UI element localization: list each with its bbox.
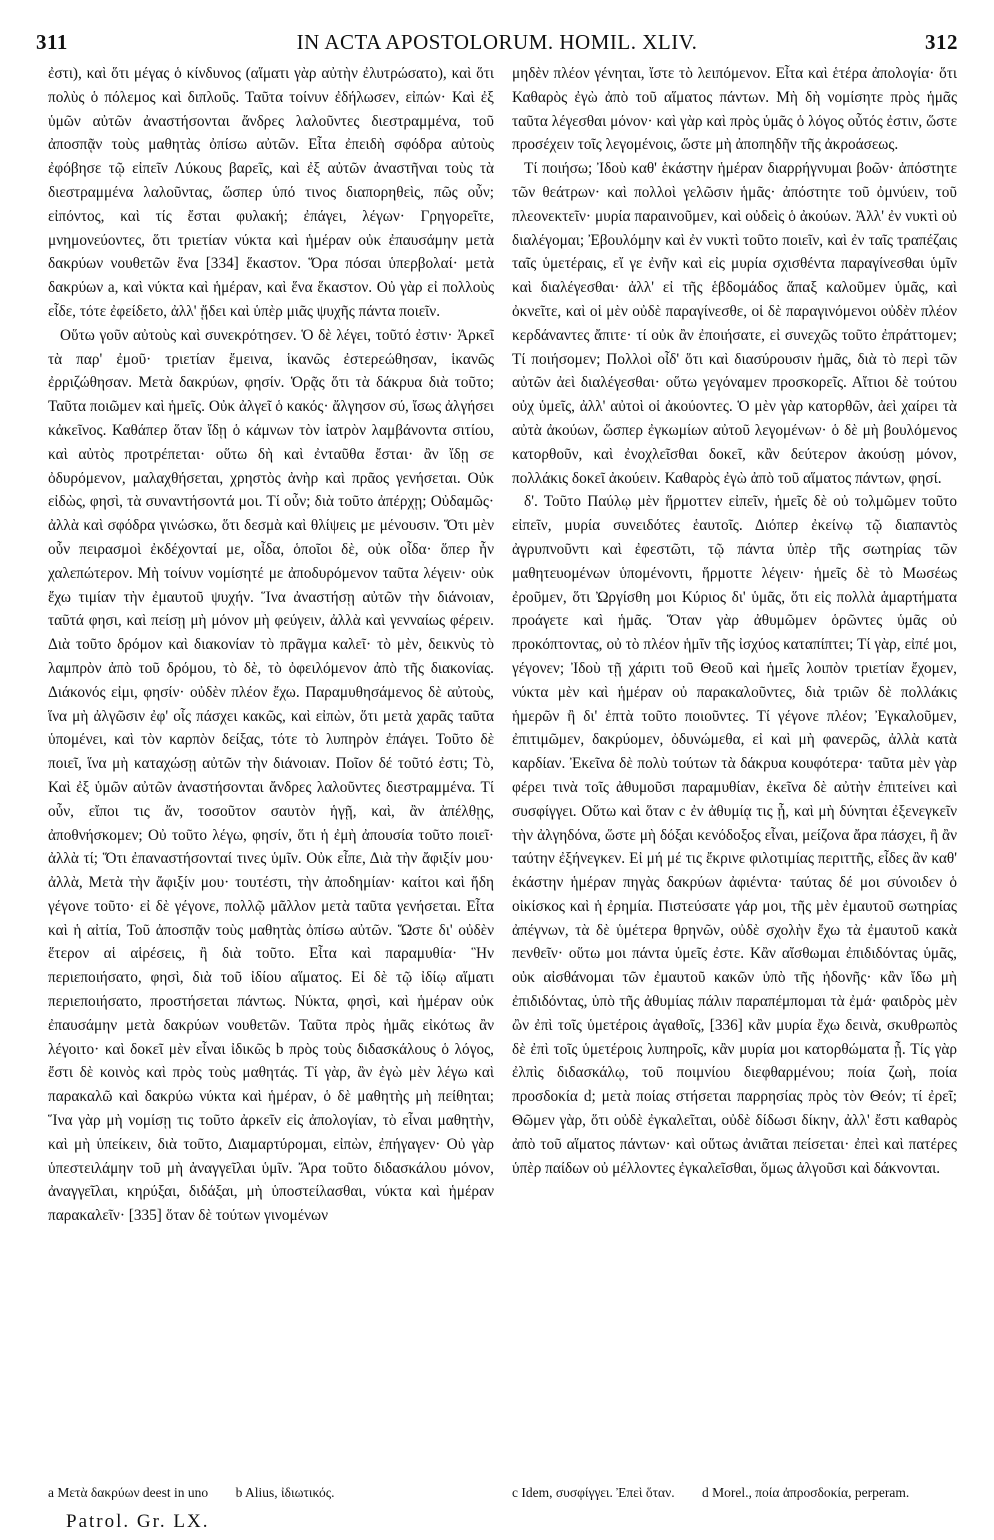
- running-title: IN ACTA APOSTOLORUM. HOMIL. XLIV.: [296, 30, 698, 54]
- right-paragraph-1: μηδὲν πλέον γένηται, ἴστε τὸ λειπόμενον. Εἶτα καὶ ἑτέρα ἀπολογία· ὅτι Καθαρὸς ἐγὼ ἀπὸ τοῦ αἵματος πάντων. Μὴ δὴ νομίσητε πρὸς ἡμᾶς ταῦτα λέγεσθαι μόνον· καὶ γὰρ καὶ πρὸς ὑμᾶς ὁ λόγος οὗτός ἐστιν, ὥστε προσέχειν τοῖς λεγομένοις, ὥστε μὴ ἀποπηδῆν τῆς ἀκροάσεως.: [512, 65, 957, 154]
- footnote-c: c Idem, συσφίγγει. Ἐπεὶ ὅταν.: [512, 1485, 675, 1500]
- left-text-column: [48, 62, 494, 1488]
- right-footnotes: [512, 1484, 957, 1528]
- left-page-number: 311: [36, 30, 68, 54]
- footnote-a: a Μετὰ δακρύων deest in uno: [48, 1485, 209, 1500]
- left-paragraph-2: Οὕτω γοῦν αὐτοὺς καὶ συνεκρότησεν. Ὁ δὲ λέγει, τοῦτό ἐστιν· Ἀρκεῖ τὰ παρ' ἐμοῦ· τριετίαν ἔμεινα, ἱκανῶς ἐστερεώθησαν, ἱκανῶς ἐρριζώθησαν. Μετὰ δακρύων, φησίν. Ὁρᾷς ὅτι τὰ δάκρυα διὰ τοῦτο; Ταῦτα ποιῶμεν καὶ ἡμεῖς. Οὐκ ἀλγεῖ ὁ κακός· ἄλγησον σύ, ἴσως ἀλγήσει κἀκεῖνος. Καθάπερ ὅταν ἴδῃ ὁ κάμνων τὸν ἰατρὸν λαμβάνοντα σιτίου, καὶ αὐτὸς προτρέπεται· οὕτω δὴ καὶ ἐνταῦθα ἔσται· ἂν ἴδῃ σε ὀδυρόμενον, μαλαχθήσεται, χρηστὸς ἀνὴρ καὶ πρᾶος γενήσεται. Οὐκ εἰδὼς, φησὶ, τὰ συναντήσοντά μοι. Τί οὖν; διὰ τοῦτο ἀπέρχῃ; Οὐδαμῶς· ἀλλὰ καὶ σφόδρα γινώσκω, ὅτι δεσμὰ καὶ θλίψεις με μένουσιν. Ὅτι μὲν οὖν πειρασμοὶ ἐκδέχονταί με, οἶδα, ὁποῖοι δὲ, οὐκ οἶδα· ὅπερ ἦν χαλεπώτερον. Μὴ τοίνυν νομίσητέ με ἀποδυρόμενον ταῦτα λέγειν· οὐκ ἔχω τιμίαν τὴν ἐμαυτοῦ ψυχήν. Ἵνα ἀναστήσῃ αὐτῶν τὴν διάνοιαν, ταῦτά φησι, καὶ πείσῃ μὴ μόνον μὴ φεύγειν, ἀλλὰ καὶ γενναίως φέρειν. Διὰ τοῦτο δρόμον καὶ διακονίαν τὸ πρᾶγμα καλεῖ· τὸ μὲν, δεικνὺς τὸ λαμπρὸν ἀπὸ τοῦ δρόμου, τὸ δὲ, τὸ ὀφειλόμενον ἀπὸ τῆς διακονίας. Διάκονός εἰμι, φησίν· οὐδὲν πλέον ἔχω. Παραμυθησάμενος δὲ αὐτοὺς, ἵνα μὴ ἀλγῶσιν ἐφ' οἷς πάσχει κακῶς, καὶ εἰπὼν, ὅτι μετὰ χαρᾶς ταῦτα ὑπομένει, καὶ τὸν καρπὸν δείξας, τότε τὸ λυπηρὸν ἐπάγει. Τοῦτο δὲ ποιεῖ, ἵνα μὴ καταχώσῃ αὐτῶν τὴν διάνοιαν. Ποῖον δέ τοῦτό ἐστι; Τὸ, Καὶ ἐξ ὑμῶν αὐτῶν ἀναστήσονται ἄνδρες λαλοῦντες διεστραμμένα. Τί οὖν, εἴποι τις ἄν, τοσοῦτον σαυτὸν ἡγῇ, καὶ, ἂν ἀπέλθῃς, ἀποθνήσκομεν; Οὐ τοῦτο λέγω, φησίν, ὅτι ἡ ἐμὴ ἀπουσία τοῦτο ποιεῖ· ἀλλὰ τί; Ὅτι ἐπαναστήσονταί τινες ὑμῖν. Οὐκ εἶπε, Διὰ τὴν ἄφιξίν μου· ἀλλὰ, Μετὰ τὴν ἄφιξίν μου· τουτέστι, τὴν ἀποδημίαν· καίτοι καὶ ἤδη γέγονε τοῦτο· εἰ δὲ γέγονε, πολλῷ μᾶλλον μετὰ ταῦτα γενήσεται. Εἶτα καὶ ἡ αἰτία, Τοῦ ἀποσπᾷν τοὺς μαθητὰς ὀπίσω αὐτῶν. Ὥστε δι' οὐδὲν ἕτερον αἱ αἱρέσεις, ἢ διὰ τοῦτο. Εἶτα καὶ παραμυθία· Ἣν περιεποιήσατο, φησὶ, διὰ τοῦ ἰδίου αἵματος. Εἰ δὲ τῷ ἰδίῳ αἵματι περιεποιήσατο, προστήσεται πάντως. Νύκτα, φησὶ, καὶ ἡμέραν οὐκ ἐπαυσάμην μετὰ δακρύων νουθετῶν. Ταῦτα πρὸς ἡμᾶς εἰκότως ἂν λέγοιτο· καὶ δοκεῖ μὲν εἶναι ἰδικῶς b πρὸς τοὺς διδασκάλους ὁ λόγος, ἔστι δὲ κοινὸς καὶ πρὸς τοὺς μαθητάς. Τί γὰρ, ἂν ἐγὼ μὲν λέγω καὶ παρακαλῶ καὶ δακρύω νύκτα καὶ ἡμέραν, ὁ δὲ μαθητὴς μὴ πείθηται; Ἵνα γὰρ μὴ νομίσῃ τις τοῦτο ἀρκεῖν εἰς ἀπολογίαν, τὸ εἶναι μαθητὴν, καὶ μὴ ὑπείκειν, διὰ τοῦτο, Διαμαρτύρομαι, εἰπὼν, ἐπήγαγεν· Οὐ γὰρ ὑπεστειλάμην τοῦ μὴ ἀναγγεῖλαι ὑμῖν. Ἄρα τοῦτο διδασκάλου μόνον, ἀναγγεῖλαι, κηρύξαι, διδάξαι, μὴ ὑποστείλασθαι, νύκτα καὶ ἡμέραν παρακαλεῖν· [335] ὅταν δὲ τούτων γινομένων: [48, 326, 494, 1225]
- signature-mark: Patrol. Gr. LX.: [66, 1511, 210, 1532]
- right-paragraph-3: δ'. Τοῦτο Παύλῳ μὲν ἥρμοττεν εἰπεῖν, ἡμεῖς δὲ οὐ τολμῶμεν τοῦτο εἰπεῖν, μυρία συνειδότες ἑαυτοῖς. Διόπερ ἐκείνῳ τῷ διαπαντὸς ἀγρυπνοῦντι καὶ ἐφεστῶτι, τῷ πάντα ὑπὲρ τῆς σωτηρίας τῶν μαθητευομένων ὑπομένοντι, ἥρμοττε λέγειν· ἡμεῖς δὲ τὸ Μωσέως ἐροῦμεν, ὅτι Ὠργίσθη μοι Κύριος δι' ὑμᾶς, ὅτι εἰς πολλὰ ἁμαρτήματα προάγετε καὶ ἡμᾶς. Ὅταν γὰρ ἀθυμῶμεν ὁρῶντες ὑμᾶς οὐ προκόπτοντας, οὐ τὸ πλέον ἡμῖν τῆς ἰσχύος καταπίπτει; Τί γὰρ, εἰπέ μοι, γέγονεν; Ἰδοὺ τῇ χάριτι τοῦ Θεοῦ καὶ ἡμεῖς λοιπὸν τριετίαν ἔχομεν, νύκτα μὲν καὶ ἡμέραν οὐ παρακαλοῦντες, διὰ τριῶν δὲ πολλάκις ἡμερῶν ἢ δι' ἑπτὰ τοῦτο ποιοῦντες. Τί γέγονε πλέον; Ἐγκαλοῦμεν, ἐπιτιμῶμεν, δακρύομεν, ὀδυνώμεθα, εἰ καὶ μὴ φανερῶς, ἀλλὰ κατὰ καρδίαν. Ἐκεῖνα δὲ πολὺ τούτων τὰ δάκρυα κουφότερα· ταῦτα μὲν γὰρ φέρει τινὰ τοῖς ἀθυμοῦσι παραμυθίαν, ἐκεῖνα δὲ αὐτὴν ἐπιτείνει καὶ συσφίγγει. Οὕτω καὶ ὅταν c ἐν ἀθυμίᾳ τις ᾖ, καὶ μὴ δύνηται ἐξενεγκεῖν τὴν ἀλγηδόνα, ὥστε μὴ δόξαι κενόδοξος εἶναι, μείζονα ἄρα πάσχει, ἢ ἂν ταύτην ἐξήνεγκεν. Εἰ μή μέ τις ἔκρινε φιλοτιμίας περιττῆς, εἶδες ἂν καθ' ἑκάστην ἡμέραν πηγὰς δακρύων ἀφιέντα· ταύτας δέ μοι σύνοιδεν ὁ οἰκίσκος καὶ ἡ ἐρημία. Πιστεύσατε γάρ μοι, τῆς μὲν ἐμαυτοῦ σωτηρίας ἀπέγνων, τὰ δὲ ὑμέτερα θρηνῶν, οὐδὲ σχολὴν ἔχω τὰ ἐμαυτοῦ κακὰ πενθεῖν· οὕτω μοι πάντα ὑμεῖς ἐστε. Κἂν αἴσθωμαι ἐπιδιδόντας ὑμᾶς, οὐκ αἰσθάνομαι τῶν ἐμαυτοῦ κακῶν ὑπὸ τῆς ἡδονῆς· κἂν ἴδω μὴ ἐπιδιδόντας, ὑπὸ τῆς ἀθυμίας πάλιν παραπέμπομαι τὰ ἐμά· φαιδρὸς μὲν ὢν ἐπὶ τοῖς ὑμετέροις ἀγαθοῖς, [336] κἂν μυρία ἔχω δεινὰ, σκυθρωπὸς δὲ ἐπὶ τοῖς ὑμετέροις λυπηροῖς, κἂν μυρία μοι κατορθώματα ᾖ. Τίς γὰρ ἐλπὶς διδασκάλῳ, τοῦ ποιμνίου διεφθαρμένου; ποία ζωὴ, ποία προσδοκία d; μετὰ ποίας στήσεται παρρησίας πρὸς τὸν Θεόν; τί ἐρεῖ; Θῶμεν γὰρ, ὅτι οὐδὲ ἐγκαλεῖται, οὐδὲ δίδωσι δίκην, ἀλλ' ἔστι καθαρὸς ἀπὸ τοῦ αἵματος πάντων· καὶ οὕτως ἀνιᾶται πείσεται· ἐπεὶ καὶ πατέρες ὑπὲρ παίδων οὐ μέλλοντες ἐγκαλεῖσθαι, ὅμως ἀλγοῦσι καὶ δάκνονται.: [512, 493, 957, 1177]
- right-page-number: 312: [925, 30, 958, 54]
- right-paragraph-2: Τί ποιήσω; Ἰδοὺ καθ' ἑκάστην ἡμέραν διαρρήγνυμαι βοῶν· ἀπόστητε τῶν θεάτρων· καὶ πολλοὶ γελῶσιν ἡμᾶς· ἀπόστητε τοῦ ὀμνύειν, τοῦ πλεονεκτεῖν· μυρία παραινοῦμεν, καὶ οὐδεὶς ὁ ἀκούων. Ἀλλ' ἐν νυκτὶ οὐ διαλέγομαι; Ἐβουλόμην καὶ ἐν νυκτὶ τοῦτο ποιεῖν, καὶ ἐν ταῖς τραπέζαις ταῖς ὑμετέραις, εἴ γε ἐνῆν καὶ εἰς μυρία σχισθέντα παραγίνεσθαι ὑμῖν καὶ διαλέγεσθαι· ἀλλ' εἰ τῆς ἑβδομάδος ἅπαξ καλοῦμεν ὑμᾶς, καὶ ὀκνεῖτε, καὶ οἱ μὲν οὐδὲ παραγίνεσθε, οἱ δὲ παραγινόμενοι οὐδὲν πλέον κερδάναντες ἄπιτε· τί οὐκ ἂν ἐποιήσατε, εἰ συνεχῶς τοῦτο ἐπράττομεν; Τί ποιήσομεν; Πολλοὶ οἶδ' ὅτι καὶ διασύρουσιν ἡμᾶς, διὰ τὸ περὶ τῶν αὐτῶν ἀεὶ διαλέγεσθαι· οὕτω γεγόναμεν προσκορεῖς. Αἴτιοι δὲ τούτου οὐχ ὑμεῖς, ἀλλ' αὐτοὶ οἱ ἀκούοντες. Ὁ μὲν γὰρ κατορθῶν, ἀεὶ χαίρει τὰ αὐτὰ ἀκούων, ὥσπερ ἐγκωμίων αὐτοῦ λεγομένων· ὁ δὲ μὴ βουλόμενος κατορθοῦν, καὶ ἐνοχλεῖσθαι δοκεῖ, κἂν δεύτερον ἀκούσῃ μόνον, πολλάκις δοκεῖ ἀκούειν. Καθαρὸς ἐγὼ ἀπὸ τοῦ αἵματος πάντων, φησί.: [512, 160, 957, 487]
- left-paragraph-1: ἐστι), καὶ ὅτι μέγας ὁ κίνδυνος (αἵματι γὰρ αὐτὴν ἐλυτρώσατο), καὶ ὅτι πολὺς ὁ πόλεμος καὶ διπλοῦς. Ταῦτα τοίνυν ἐδήλωσεν, εἰπών· Καὶ ἐξ ὑμῶν αὐτῶν ἀναστήσονται ἄνδρες λαλοῦντες διεστραμμένα, τοῦ ἀποσπᾷν τοὺς μαθητὰς ὀπίσω αὐτῶν. Εἶτα ἐπειδὴ σφόδρα αὐτοὺς ἐφόβησε τῷ εἰπεῖν Λύκους βαρεῖς, καὶ ἐξ αὐτῶν ἀναστῆναι τοὺς τὰ διεστραμμένα λαλοῦντας, ὥσπερ ὑπό τινος διαπορηθεὶς, πῶς οὖν; εἰπόντος, καὶ τίς ἔσται φυλακή; ἐπάγει, λέγων· Γρηγορεῖτε, μνημονεύοντες, ὅτι τριετίαν νύκτα καὶ ἡμέραν οὐκ ἐπαυσάμην μετὰ δακρύων νουθετῶν ἕνα [334] ἕκαστον. Ὅρα πόσαι ὑπερβολαί· μετὰ δακρύων a, καὶ νύκτα καὶ ἡμέραν, καὶ ἕνα ἕκαστον. Οὐ γὰρ εἰ πολλοὺς εἶδε, τότε ἐφείδετο, ἀλλ' ᾔδει καὶ ὑπὲρ μιᾶς ψυχῆς πάντα ποιεῖν.: [48, 65, 494, 320]
- footnote-b: b Alius, ἰδιωτικός.: [235, 1485, 335, 1500]
- left-footnotes: [48, 1484, 494, 1508]
- running-header: [36, 30, 958, 58]
- footnote-d: d Morel., ποία ἀπροσδοκία, perperam.: [701, 1485, 910, 1500]
- right-text-column: [512, 62, 957, 1462]
